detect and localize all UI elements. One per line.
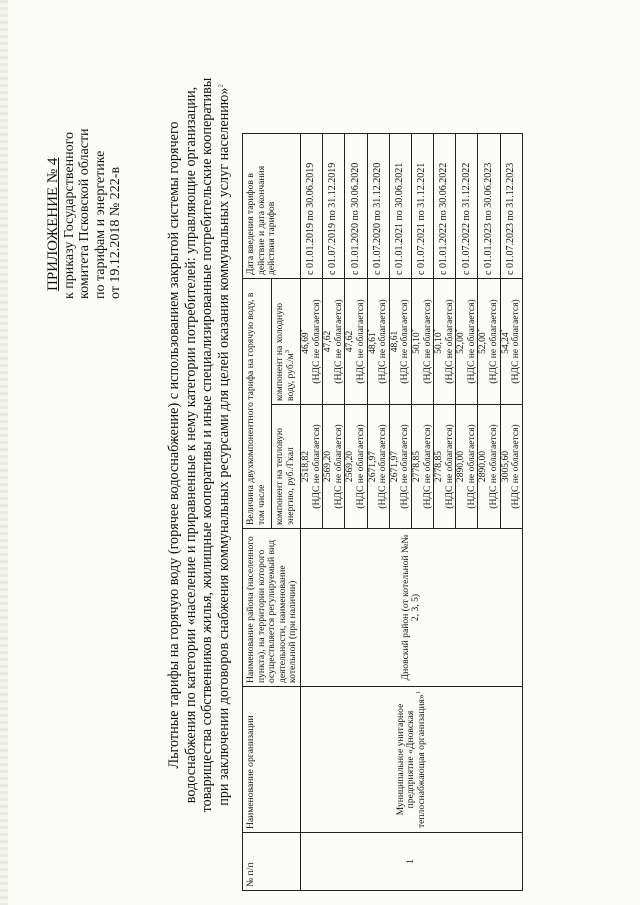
cold-value: 47,62 — [344, 330, 356, 353]
header-period: Дата введения тарифов в действие и дата окончания действия тарифов — [243, 134, 301, 279]
title-line: товарищества собственников жилья, жилищные кооперативы и иные специализированные потребительские кооперативы — [199, 77, 215, 813]
cold-component-cell — [389, 279, 411, 405]
cold-component-cell — [456, 279, 478, 405]
vat-note: (НДС не облагается) — [510, 424, 522, 509]
cold-component-cell — [345, 279, 367, 405]
cold-value: 52,00 — [477, 332, 489, 354]
period-cell: с 01.07.2020 по 31.12.2020 — [367, 134, 389, 279]
cold-value: 46,69 — [299, 332, 311, 354]
cold-value: 50,10 — [410, 332, 422, 354]
period-cell: с 01.07.2023 по 31.12.2023 — [500, 134, 522, 279]
heat-value: 2671,97 — [388, 450, 400, 483]
organization-footnote: 1 — [414, 690, 422, 695]
period-cell: с 01.01.2023 по 30.06.2023 — [478, 134, 500, 279]
organization-name — [300, 687, 522, 833]
document-title — [166, 15, 232, 875]
cold-value-mark: * — [476, 329, 484, 333]
header-cold-text: компонент на холодную воду, руб./м — [273, 302, 296, 401]
cold-value: 47,62 — [322, 330, 334, 353]
cold-component-cell — [300, 279, 322, 405]
period-cell: с 01.01.2022 по 30.06.2022 — [434, 134, 456, 279]
period-cell: с 01.01.2020 по 30.06.2020 — [345, 134, 367, 279]
heat-value: 2890,00 — [477, 450, 489, 483]
cold-component-cell — [367, 279, 389, 405]
cold-component-cell — [323, 279, 345, 405]
heat-component-cell — [478, 405, 500, 529]
table-header-row — [243, 134, 272, 891]
vat-note: (НДС не облагается) — [488, 424, 500, 509]
cold-component-cell — [431, 279, 456, 405]
title-footnote-mark: 2 — [216, 84, 224, 88]
header-tariff: Величина двухкомпонентного тарифа на горячую воду, в том числе — [243, 279, 272, 529]
vat-note: (НДС не облагается) — [310, 424, 322, 509]
heat-value: 2518,82 — [299, 450, 311, 483]
cold-value-mark: * — [498, 329, 506, 333]
heat-value: 2569,20 — [344, 450, 356, 483]
vat-note: (НДС не облагается) — [354, 299, 366, 384]
cold-value-mark: * — [409, 329, 417, 333]
heat-component-cell — [367, 405, 389, 529]
appendix-line: комитета Псковской области — [77, 128, 92, 299]
cold-value-mark: * — [454, 329, 462, 333]
heat-component-cell — [323, 405, 345, 529]
title-line-text: при заключении договоров снабжения коммунальных ресурсами для целей оказания коммунальных услуг населению» — [215, 87, 232, 806]
vat-note: (НДС не облагается) — [510, 299, 522, 384]
table-body — [300, 134, 522, 891]
vat-note: (НДС не облагается) — [399, 299, 411, 384]
period-cell: с 01.07.2022 по 31.12.2022 — [456, 134, 478, 279]
appendix-block — [46, 128, 124, 299]
period-cell: с 01.07.2019 по 31.12.2019 — [323, 134, 345, 279]
organization-text: Муниципальное унитарное предприятие «Дновская теплоснабжающая организация» — [394, 694, 427, 829]
heat-component-cell — [434, 405, 456, 529]
appendix-line: по тарифам и энергетике — [92, 150, 108, 299]
cold-value-line — [409, 281, 423, 402]
appendix-heading: ПРИЛОЖЕНИЕ № 4 — [45, 157, 61, 291]
title-line: Льготные тарифы на горячую воду (горячее водоснабжение) с использованием закрытой системы горячего — [166, 121, 182, 769]
heat-component-cell — [389, 405, 411, 529]
heat-value: 2671,97 — [366, 450, 378, 483]
heat-component-cell — [500, 405, 522, 529]
cold-value-line — [298, 281, 312, 402]
cold-value-mark: * — [298, 329, 306, 333]
heat-value: 2778,85 — [410, 450, 422, 483]
vat-note: (НДС не облагается) — [354, 424, 366, 509]
cold-component-cell — [478, 279, 500, 405]
vat-note: (НДС не облагается) — [443, 299, 455, 384]
cold-value: 48,61 — [366, 332, 378, 354]
heat-component-cell — [456, 405, 478, 529]
heat-value: 2778,85 — [433, 450, 445, 483]
vat-note: (НДС не облагается) — [332, 299, 344, 384]
vat-note: (НДС не облагается) — [421, 424, 433, 509]
cold-value: 54,24 — [499, 332, 511, 354]
title-line — [216, 15, 233, 875]
appendix-line: от 19.12.2018 № 222-в — [108, 166, 123, 299]
vat-note: (НДС не облагается) — [377, 424, 389, 509]
cold-component-cell — [500, 279, 522, 405]
header-heat-component: компонент на тепловую энергию, руб./Гкал — [271, 405, 300, 529]
vat-note: (НДС не облагается) — [465, 299, 477, 384]
area-name: Дновский район (от котельной №№ 2, 3, 5) — [300, 529, 522, 687]
period-cell: с 01.07.2021 по 31.12.2021 — [411, 134, 433, 279]
vat-note: (НДС не облагается) — [377, 299, 389, 384]
cold-value: 50,10 — [433, 332, 445, 354]
header-cold-component — [271, 279, 300, 405]
title-line: водоснабжения по категории «население и приравненные к нему категории потребителей: управляющие организации, — [182, 86, 199, 804]
heat-component-cell — [300, 405, 322, 529]
appendix-line: к приказу Государственного — [61, 132, 77, 299]
row-number: 1 — [300, 833, 522, 891]
table-row — [300, 134, 322, 891]
header-organization: Наименование организации — [243, 687, 301, 833]
heat-value: 3005,60 — [499, 450, 511, 483]
cold-value: 52,00 — [455, 332, 467, 354]
period-cell: с 01.01.2021 по 30.06.2021 — [389, 134, 411, 279]
header-cold-sup: 3 — [283, 349, 291, 354]
vat-note: (НДС не облагается) — [465, 424, 477, 509]
tariff-table — [242, 133, 523, 891]
vat-note: (НДС не облагается) — [310, 299, 322, 384]
heat-component-cell — [345, 405, 367, 529]
cold-value: 48,61 — [388, 330, 400, 353]
vat-note: (НДС не облагается) — [443, 424, 455, 509]
heat-component-cell — [411, 405, 433, 529]
header-area: Наименование района (населенного пункта), на территории которого осуществляется регулируемый вид деятельности, наименование котельной (при наличии) — [243, 529, 301, 687]
vat-note: (НДС не облагается) — [488, 299, 500, 384]
heat-value: 2569,20 — [322, 450, 334, 483]
heat-value: 2890,00 — [455, 450, 467, 483]
vat-note: (НДС не облагается) — [421, 299, 433, 384]
cold-value-mark: * — [365, 329, 373, 333]
cold-value-mark: * — [431, 329, 439, 333]
vat-note: (НДС не облагается) — [332, 424, 344, 509]
header-num: № п/п — [243, 833, 301, 891]
vat-note: (НДС не облагается) — [399, 424, 411, 509]
cold-component-cell — [411, 279, 433, 405]
period-cell: с 01.01.2019 по 30.06.2019 — [300, 134, 322, 279]
